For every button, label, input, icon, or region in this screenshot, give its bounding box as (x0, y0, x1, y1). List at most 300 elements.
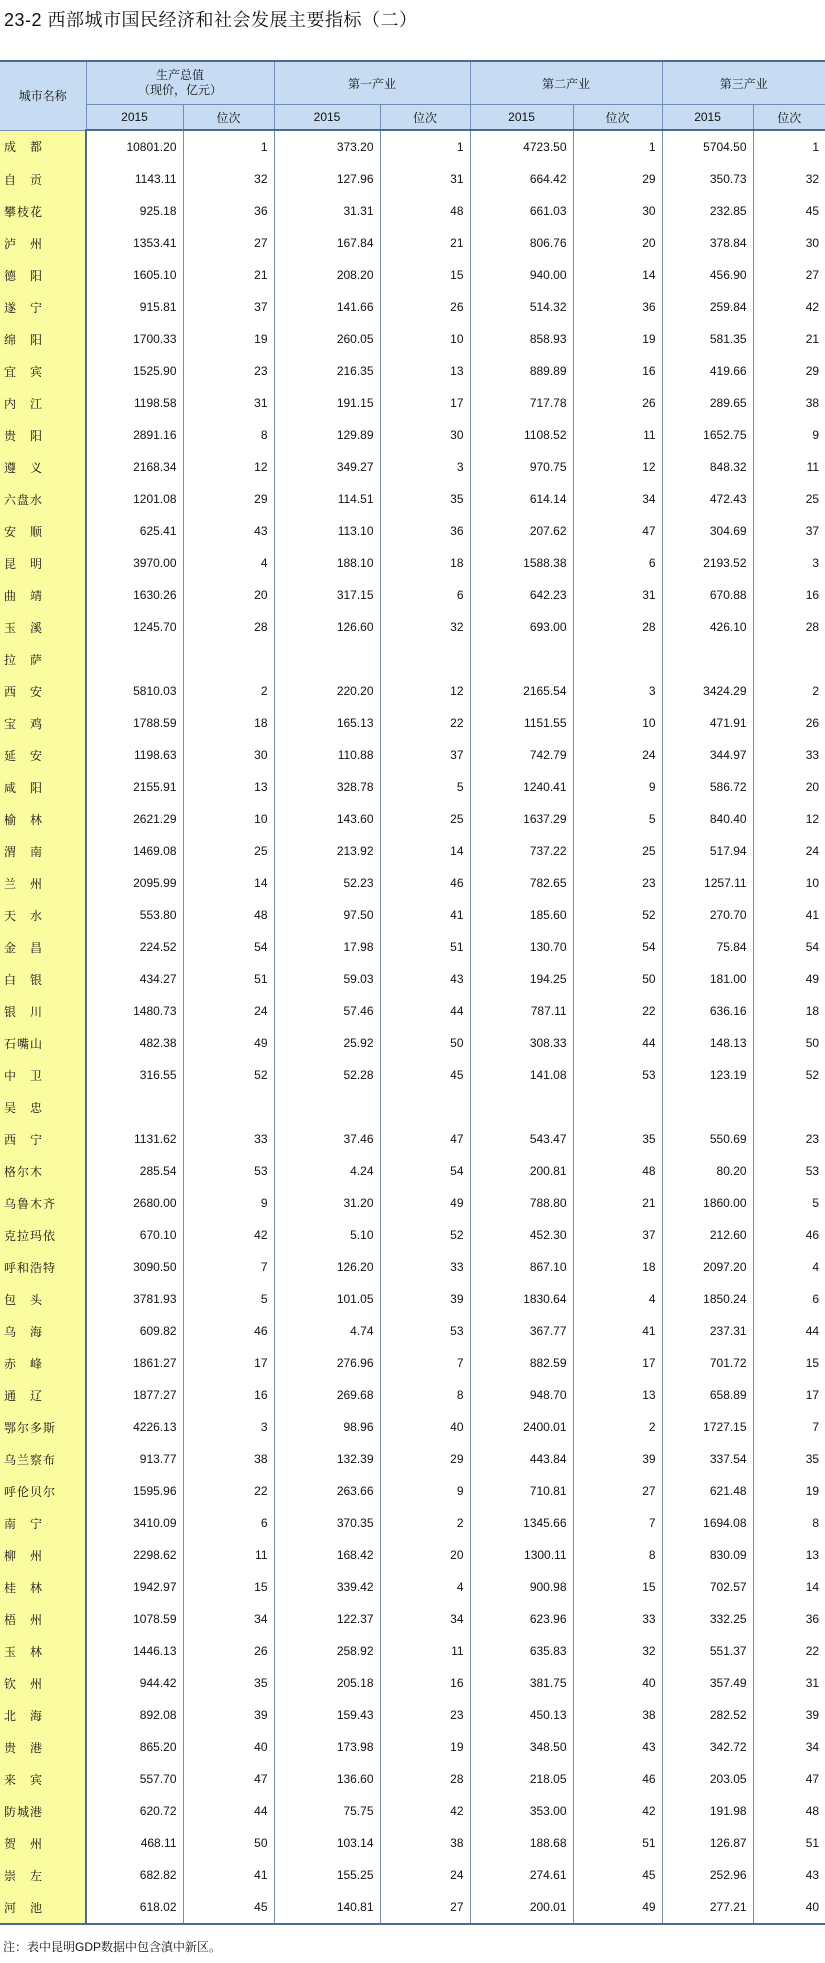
cell-gdp-value: 482.38 (86, 1027, 183, 1059)
cell-tertiary-rank: 12 (805, 812, 820, 826)
cell-secondary-value: 188.68 (470, 1827, 573, 1859)
cell-city-name: 延 安 (0, 739, 86, 771)
cell-tertiary-value: 232.85 (662, 195, 753, 227)
cell-city-name: 贵 港 (0, 1731, 86, 1763)
cell-gdp-value: 2298.62 (86, 1539, 183, 1571)
cell-city-name: 钦 州 (0, 1667, 86, 1699)
table-row (0, 1795, 825, 1827)
cell-gdp-rank: 31 (183, 387, 274, 419)
cell-gdp-value: 1605.10 (86, 259, 183, 291)
cell-gdp-rank: 1 (183, 130, 274, 163)
cell-secondary-value: 900.98 (470, 1571, 573, 1603)
cell-tertiary-value: 277.21 (662, 1891, 753, 1924)
cell-primary-value: 126.20 (274, 1251, 380, 1283)
cell-gdp-rank: 37 (183, 291, 274, 323)
table-row (0, 1827, 825, 1859)
cell-tertiary-rank: 2 (812, 684, 820, 698)
cell-secondary-rank: 22 (573, 995, 662, 1027)
cell-gdp-value: 316.55 (86, 1059, 183, 1091)
cell-primary-value: 141.66 (274, 291, 380, 323)
cell-primary-rank: 41 (380, 899, 470, 931)
cell-secondary-rank: 31 (573, 579, 662, 611)
cell-gdp-rank: 35 (183, 1667, 274, 1699)
cell-city-name: 贵 阳 (0, 419, 86, 451)
header-city-name: 城市名称 (0, 61, 86, 130)
cell-city-name: 赤 峰 (0, 1347, 86, 1379)
cell-gdp-rank: 24 (183, 995, 274, 1027)
table-row (0, 1251, 825, 1283)
cell-tertiary-value: 1694.08 (662, 1507, 753, 1539)
cell-tertiary-value: 1860.00 (662, 1187, 753, 1219)
cell-gdp-rank: 16 (183, 1379, 274, 1411)
cell-city-name: 桂 林 (0, 1571, 86, 1603)
cell-gdp-value: 1198.63 (86, 739, 183, 771)
cell-primary-value: 136.60 (274, 1763, 380, 1795)
cell-tertiary-value: 456.90 (662, 259, 753, 291)
cell-primary-value: 113.10 (274, 515, 380, 547)
cell-secondary-rank: 43 (573, 1731, 662, 1763)
cell-primary-value: 52.28 (274, 1059, 380, 1091)
cell-tertiary-value: 551.37 (662, 1635, 753, 1667)
cell-tertiary-value: 191.98 (662, 1795, 753, 1827)
cell-city-name: 德 阳 (0, 259, 86, 291)
table-row (0, 643, 825, 675)
table-row (0, 1891, 825, 1924)
cell-city-name: 乌鲁木齐 (0, 1187, 86, 1219)
cell-tertiary-value: 586.72 (662, 771, 753, 803)
table-row (0, 771, 825, 803)
cell-primary-rank: 11 (380, 1635, 470, 1667)
cell-city-name: 玉 溪 (0, 611, 86, 643)
cell-tertiary-value: 357.49 (662, 1667, 753, 1699)
cell-primary-value: 4.24 (274, 1155, 380, 1187)
cell-tertiary-rank: 17 (805, 1388, 820, 1402)
cell-primary-rank: 21 (380, 227, 470, 259)
cell-gdp-rank: 48 (183, 899, 274, 931)
cell-primary-value: 258.92 (274, 1635, 380, 1667)
cell-tertiary-value: 636.16 (662, 995, 753, 1027)
cell-gdp-value: 1143.11 (86, 163, 183, 195)
table-row (0, 1347, 825, 1379)
cell-city-name: 格尔木 (0, 1155, 86, 1187)
cell-primary-rank: 44 (380, 995, 470, 1027)
cell-primary-value: 98.96 (274, 1411, 380, 1443)
cell-city-name: 宜 宾 (0, 355, 86, 387)
cell-primary-rank: 17 (380, 387, 470, 419)
cell-secondary-value: 693.00 (470, 611, 573, 643)
cell-gdp-rank: 7 (183, 1251, 274, 1283)
cell-tertiary-rank: 18 (805, 1004, 820, 1018)
cell-primary-value: 167.84 (274, 227, 380, 259)
cell-tertiary-value: 123.19 (662, 1059, 753, 1091)
cell-tertiary-value: 840.40 (662, 803, 753, 835)
cell-primary-rank: 45 (380, 1059, 470, 1091)
cell-secondary-rank: 49 (573, 1891, 662, 1924)
cell-secondary-rank: 21 (573, 1187, 662, 1219)
cell-gdp-value: 1861.27 (86, 1347, 183, 1379)
cell-secondary-value: 782.65 (470, 867, 573, 899)
cell-tertiary-rank: 50 (805, 1036, 820, 1050)
table-row (0, 1123, 825, 1155)
cell-tertiary-value: 621.48 (662, 1475, 753, 1507)
cell-tertiary-rank: 9 (812, 428, 820, 442)
cell-gdp-rank: 10 (183, 803, 274, 835)
cell-gdp-rank: 50 (183, 1827, 274, 1859)
table-row (0, 163, 825, 195)
cell-gdp-value: 468.11 (86, 1827, 183, 1859)
cell-primary-rank: 46 (380, 867, 470, 899)
cell-tertiary-rank: 54 (805, 940, 820, 954)
cell-primary-rank: 34 (380, 1603, 470, 1635)
cell-primary-rank: 9 (380, 1475, 470, 1507)
cell-gdp-value: 1595.96 (86, 1475, 183, 1507)
cell-primary-rank: 20 (380, 1539, 470, 1571)
header-tertiary-rank: 位次 (753, 105, 825, 131)
cell-gdp-value: 1788.59 (86, 707, 183, 739)
cell-primary-value: 101.05 (274, 1283, 380, 1315)
cell-secondary-rank: 24 (573, 739, 662, 771)
cell-city-name: 南 宁 (0, 1507, 86, 1539)
cell-tertiary-rank: 47 (805, 1772, 820, 1786)
cell-tertiary-rank: 14 (805, 1580, 820, 1594)
cell-city-name: 呼伦贝尔 (0, 1475, 86, 1507)
table-row (0, 195, 825, 227)
cell-secondary-value: 858.93 (470, 323, 573, 355)
cell-gdp-rank: 2 (183, 675, 274, 707)
cell-primary-rank: 13 (380, 355, 470, 387)
cell-secondary-rank: 51 (573, 1827, 662, 1859)
cell-gdp-rank: 42 (183, 1219, 274, 1251)
cell-secondary-rank: 36 (573, 291, 662, 323)
cell-secondary-rank: 1 (573, 130, 662, 163)
cell-gdp-value: 2155.91 (86, 771, 183, 803)
cell-tertiary-rank: 4 (812, 1260, 820, 1274)
cell-city-name: 贺 州 (0, 1827, 86, 1859)
cell-tertiary-rank: 20 (805, 780, 820, 794)
cell-primary-rank: 36 (380, 515, 470, 547)
cell-gdp-value: 865.20 (86, 1731, 183, 1763)
table-row (0, 1699, 825, 1731)
cell-secondary-rank: 28 (573, 611, 662, 643)
cell-city-name: 克拉玛依 (0, 1219, 86, 1251)
cell-primary-rank (380, 1091, 470, 1123)
cell-gdp-rank: 44 (183, 1795, 274, 1827)
table-row (0, 1539, 825, 1571)
cell-tertiary-value: 419.66 (662, 355, 753, 387)
cell-tertiary-rank: 37 (805, 524, 820, 538)
cell-tertiary-rank: 46 (805, 1228, 820, 1242)
footnote: 注：表中昆明GDP数据中包含滇中新区。 (3, 1940, 222, 1954)
cell-gdp-rank: 25 (183, 835, 274, 867)
cell-primary-rank (380, 643, 470, 675)
table-row (0, 419, 825, 451)
cell-gdp-rank: 13 (183, 771, 274, 803)
cell-tertiary-rank: 43 (805, 1868, 820, 1882)
cell-tertiary-value: 848.32 (662, 451, 753, 483)
cell-secondary-value: 661.03 (470, 195, 573, 227)
cell-primary-value: 213.92 (274, 835, 380, 867)
cell-gdp-value: 2095.99 (86, 867, 183, 899)
cell-secondary-rank: 45 (573, 1859, 662, 1891)
cell-secondary-value: 274.61 (470, 1859, 573, 1891)
cell-secondary-value: 710.81 (470, 1475, 573, 1507)
cell-tertiary-rank: 21 (805, 332, 820, 346)
table-row (0, 1731, 825, 1763)
header-secondary-industry: 第二产业 (470, 61, 662, 105)
cell-primary-value: 4.74 (274, 1315, 380, 1347)
table-row (0, 611, 825, 643)
cell-primary-value: 339.42 (274, 1571, 380, 1603)
cell-secondary-value: 614.14 (470, 483, 573, 515)
cell-gdp-rank: 19 (183, 323, 274, 355)
cell-primary-rank: 47 (380, 1123, 470, 1155)
cell-primary-rank: 24 (380, 1859, 470, 1891)
cell-gdp-rank: 14 (183, 867, 274, 899)
cell-gdp-rank (183, 643, 274, 675)
cell-gdp-rank: 18 (183, 707, 274, 739)
table-row (0, 899, 825, 931)
cell-primary-rank: 3 (380, 451, 470, 483)
cell-primary-value: 317.15 (274, 579, 380, 611)
cell-tertiary-value: 702.57 (662, 1571, 753, 1603)
cell-gdp-rank: 9 (183, 1187, 274, 1219)
header-secondary-rank: 位次 (573, 105, 662, 131)
cell-primary-value: 25.92 (274, 1027, 380, 1059)
header-primary-rank: 位次 (380, 105, 470, 131)
cell-gdp-rank: 5 (183, 1283, 274, 1315)
cell-tertiary-rank: 49 (805, 972, 820, 986)
cell-gdp-value: 434.27 (86, 963, 183, 995)
table-row (0, 931, 825, 963)
cell-tertiary-value: 203.05 (662, 1763, 753, 1795)
cell-secondary-rank: 17 (573, 1347, 662, 1379)
cell-secondary-rank: 42 (573, 1795, 662, 1827)
cell-gdp-value: 1469.08 (86, 835, 183, 867)
cell-tertiary-value: 378.84 (662, 227, 753, 259)
cell-gdp-value: 3970.00 (86, 547, 183, 579)
cell-city-name: 攀枝花 (0, 195, 86, 227)
cell-gdp-rank: 43 (183, 515, 274, 547)
cell-city-name: 内 江 (0, 387, 86, 419)
cell-tertiary-rank: 19 (805, 1484, 820, 1498)
cell-secondary-rank: 27 (573, 1475, 662, 1507)
cell-gdp-value: 3410.09 (86, 1507, 183, 1539)
cell-primary-value: 168.42 (274, 1539, 380, 1571)
cell-tertiary-rank: 24 (805, 844, 820, 858)
cell-secondary-rank: 5 (573, 803, 662, 835)
cell-tertiary-rank: 29 (805, 364, 820, 378)
cell-gdp-rank (183, 1091, 274, 1123)
cell-secondary-rank: 23 (573, 867, 662, 899)
table-row (0, 1411, 825, 1443)
cell-secondary-value: 1300.11 (470, 1539, 573, 1571)
cell-secondary-value: 1345.66 (470, 1507, 573, 1539)
cell-city-name: 安 顺 (0, 515, 86, 547)
table-row (0, 835, 825, 867)
cell-gdp-rank: 54 (183, 931, 274, 963)
table-row (0, 1667, 825, 1699)
cell-tertiary-value (662, 1091, 753, 1123)
cell-gdp-value: 625.41 (86, 515, 183, 547)
cell-secondary-value: 514.32 (470, 291, 573, 323)
cell-gdp-rank: 22 (183, 1475, 274, 1507)
cell-gdp-value: 1353.41 (86, 227, 183, 259)
cell-secondary-value: 443.84 (470, 1443, 573, 1475)
cell-tertiary-rank: 31 (805, 1676, 820, 1690)
cell-tertiary-rank: 36 (805, 1612, 820, 1626)
cell-primary-rank: 32 (380, 611, 470, 643)
cell-secondary-value: 2400.01 (470, 1411, 573, 1443)
cell-tertiary-value: 289.65 (662, 387, 753, 419)
cell-gdp-value (86, 643, 183, 675)
cell-secondary-rank: 32 (573, 1635, 662, 1667)
cell-secondary-rank: 18 (573, 1251, 662, 1283)
cell-secondary-value: 543.47 (470, 1123, 573, 1155)
cell-primary-value: 349.27 (274, 451, 380, 483)
cell-primary-rank: 35 (380, 483, 470, 515)
cell-city-name: 曲 靖 (0, 579, 86, 611)
cell-secondary-value: 788.80 (470, 1187, 573, 1219)
table-row (0, 1763, 825, 1795)
cell-tertiary-rank: 52 (805, 1068, 820, 1082)
cell-tertiary-value: 517.94 (662, 835, 753, 867)
table-row (0, 739, 825, 771)
cell-tertiary-value: 426.10 (662, 611, 753, 643)
cell-primary-rank: 4 (380, 1571, 470, 1603)
cell-tertiary-value: 75.84 (662, 931, 753, 963)
cell-city-name: 河 池 (0, 1891, 86, 1924)
cell-primary-value: 205.18 (274, 1667, 380, 1699)
cell-primary-value: 5.10 (274, 1219, 380, 1251)
cell-secondary-rank: 11 (573, 419, 662, 451)
table-row (0, 387, 825, 419)
cell-secondary-value: 367.77 (470, 1315, 573, 1347)
cell-tertiary-rank: 8 (812, 1516, 820, 1530)
cell-gdp-value: 3090.50 (86, 1251, 183, 1283)
cell-primary-value: 143.60 (274, 803, 380, 835)
cell-gdp-rank: 53 (183, 1155, 274, 1187)
header-tertiary-year: 2015 (662, 105, 753, 131)
cell-tertiary-rank: 39 (805, 1708, 820, 1722)
cell-primary-value: 191.15 (274, 387, 380, 419)
cell-secondary-value: 1830.64 (470, 1283, 573, 1315)
table-row (0, 1603, 825, 1635)
cell-gdp-value: 618.02 (86, 1891, 183, 1924)
cell-primary-value: 159.43 (274, 1699, 380, 1731)
cell-tertiary-rank: 15 (805, 1356, 820, 1370)
cell-city-name: 榆 林 (0, 803, 86, 835)
cell-tertiary-rank: 6 (812, 1292, 820, 1306)
cell-primary-rank: 49 (380, 1187, 470, 1219)
cell-secondary-rank: 4 (573, 1283, 662, 1315)
cell-primary-rank: 30 (380, 419, 470, 451)
cell-gdp-rank: 36 (183, 195, 274, 227)
cell-tertiary-value: 342.72 (662, 1731, 753, 1763)
cell-secondary-rank: 39 (573, 1443, 662, 1475)
cell-tertiary-rank: 42 (805, 300, 820, 314)
cell-gdp-value: 3781.93 (86, 1283, 183, 1315)
cell-primary-value: 122.37 (274, 1603, 380, 1635)
cell-primary-value: 17.98 (274, 931, 380, 963)
cell-primary-value: 373.20 (274, 130, 380, 163)
cell-city-name: 宝 鸡 (0, 707, 86, 739)
cell-secondary-value: 717.78 (470, 387, 573, 419)
cell-secondary-value: 353.00 (470, 1795, 573, 1827)
cell-primary-rank: 2 (380, 1507, 470, 1539)
cell-gdp-value: 892.08 (86, 1699, 183, 1731)
cell-gdp-value: 915.81 (86, 291, 183, 323)
cell-primary-rank: 23 (380, 1699, 470, 1731)
cell-secondary-rank: 38 (573, 1699, 662, 1731)
cell-city-name: 通 辽 (0, 1379, 86, 1411)
cell-gdp-rank: 21 (183, 259, 274, 291)
cell-gdp-rank: 6 (183, 1507, 274, 1539)
cell-city-name: 遵 义 (0, 451, 86, 483)
cell-primary-rank: 42 (380, 1795, 470, 1827)
cell-tertiary-rank: 26 (805, 716, 820, 730)
cell-primary-value: 110.88 (274, 739, 380, 771)
cell-secondary-rank: 25 (573, 835, 662, 867)
cell-gdp-value: 925.18 (86, 195, 183, 227)
cell-gdp-value: 944.42 (86, 1667, 183, 1699)
cell-secondary-rank: 50 (573, 963, 662, 995)
cell-primary-value: 370.35 (274, 1507, 380, 1539)
cell-secondary-rank: 6 (573, 547, 662, 579)
cell-tertiary-rank: 33 (805, 748, 820, 762)
cell-secondary-rank: 40 (573, 1667, 662, 1699)
table-row (0, 451, 825, 483)
cell-gdp-value: 1700.33 (86, 323, 183, 355)
cell-tertiary-rank: 13 (805, 1548, 820, 1562)
cell-tertiary-rank (753, 643, 825, 675)
cell-primary-value: 129.89 (274, 419, 380, 451)
cell-primary-rank: 43 (380, 963, 470, 995)
cell-secondary-value: 806.76 (470, 227, 573, 259)
cell-city-name: 成 都 (0, 130, 86, 163)
cell-primary-rank: 6 (380, 579, 470, 611)
cell-tertiary-rank: 1 (812, 140, 820, 154)
table-row (0, 1379, 825, 1411)
cell-tertiary-value: 670.88 (662, 579, 753, 611)
cell-primary-rank: 15 (380, 259, 470, 291)
cell-tertiary-value: 658.89 (662, 1379, 753, 1411)
cell-gdp-value: 1942.97 (86, 1571, 183, 1603)
cell-tertiary-value: 701.72 (662, 1347, 753, 1379)
cell-city-name: 呼和浩特 (0, 1251, 86, 1283)
cell-gdp-rank: 28 (183, 611, 274, 643)
cell-primary-value: 328.78 (274, 771, 380, 803)
cell-primary-value: 37.46 (274, 1123, 380, 1155)
cell-gdp-value: 2168.34 (86, 451, 183, 483)
cell-tertiary-value: 148.13 (662, 1027, 753, 1059)
cell-tertiary-rank: 23 (805, 1132, 820, 1146)
cell-gdp-rank: 26 (183, 1635, 274, 1667)
cell-primary-rank: 12 (380, 675, 470, 707)
cell-gdp-value: 1525.90 (86, 355, 183, 387)
indicator-table (0, 60, 825, 1925)
cell-primary-value: 140.81 (274, 1891, 380, 1924)
cell-gdp-rank: 40 (183, 1731, 274, 1763)
table-row (0, 1443, 825, 1475)
cell-city-name: 泸 州 (0, 227, 86, 259)
cell-secondary-value: 940.00 (470, 259, 573, 291)
cell-city-name: 天 水 (0, 899, 86, 931)
table-row (0, 547, 825, 579)
cell-gdp-rank: 32 (183, 163, 274, 195)
cell-tertiary-rank: 44 (805, 1324, 820, 1338)
cell-city-name: 白 银 (0, 963, 86, 995)
table-row (0, 707, 825, 739)
